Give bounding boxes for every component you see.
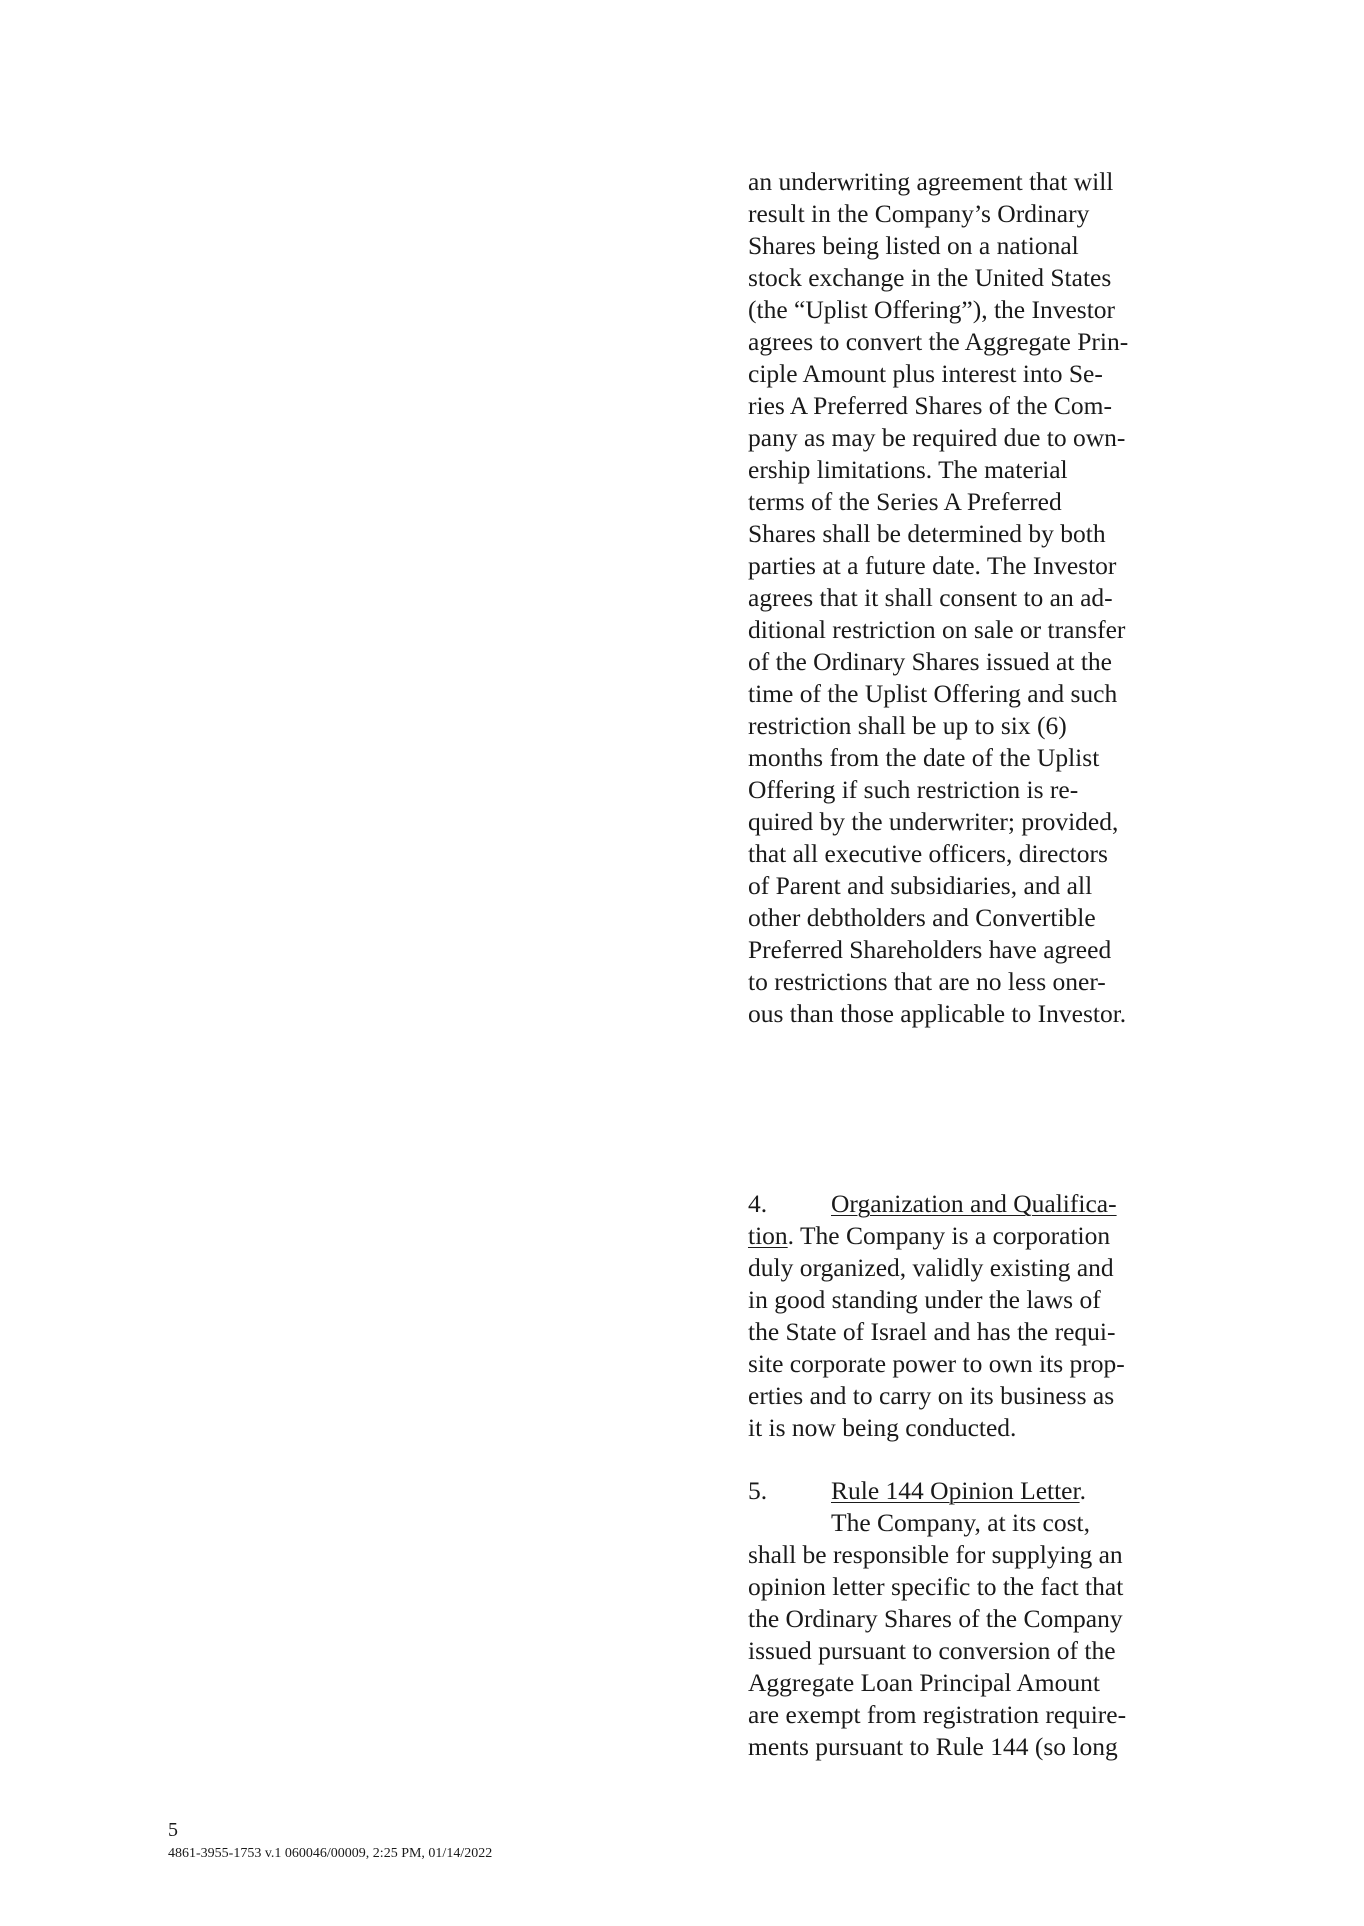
text-line: opinion letter specific to the fact that — [748, 1572, 1124, 1601]
text-line: in good standing under the laws of — [748, 1285, 1101, 1314]
text-line: agrees that it shall consent to an ad- — [748, 583, 1113, 612]
section-heading: Rule 144 Opinion Letter — [831, 1476, 1080, 1505]
text-line: duly organized, validly existing and — [748, 1253, 1114, 1282]
text-line: ditional restriction on sale or transfer — [748, 615, 1126, 644]
section-body-start: The Company, at its cost, — [831, 1508, 1090, 1537]
continued-paragraph — [748, 166, 1188, 1030]
document-id-footer: 4861-3955-1753 v.1 060046/00009, 2:25 PM, 01/14/2022 — [168, 1846, 493, 1861]
text-line: issued pursuant to conversion of the — [748, 1636, 1116, 1665]
text-line: time of the Uplist Offering and such — [748, 679, 1118, 708]
text-line: ership limitations. The material — [748, 455, 1068, 484]
text-line: pany as may be required due to own- — [748, 423, 1126, 452]
text-line: erties and to carry on its business as — [748, 1381, 1115, 1410]
section-5-rule-144-opinion-letter — [748, 1475, 1188, 1763]
text-line: Offering if such restriction is re- — [748, 775, 1079, 804]
text-line — [748, 1220, 1188, 1252]
section-heading-line — [748, 1475, 1188, 1507]
text-line: site corporate power to own its prop- — [748, 1349, 1125, 1378]
text-line: it is now being conducted. — [748, 1413, 1017, 1442]
text-line: are exempt from registration require- — [748, 1700, 1127, 1729]
text-line: shall be responsible for supplying an — [748, 1540, 1123, 1569]
section-heading-continued: tion — [748, 1221, 788, 1250]
section-number: 5. — [748, 1476, 768, 1505]
text-line: ous than those applicable to Investor. — [748, 999, 1127, 1028]
text-line: restriction shall be up to six (6) — [748, 711, 1067, 740]
text-line: other debtholders and Convertible — [748, 903, 1096, 932]
text-line — [748, 1507, 1188, 1539]
page-number: 5 — [168, 1819, 178, 1841]
text-line: of the Ordinary Shares issued at the — [748, 647, 1112, 676]
text-line: stock exchange in the United States — [748, 263, 1112, 292]
heading-period: . — [1079, 1476, 1086, 1505]
text-line: (the “Uplist Offering”), the Investor — [748, 295, 1116, 324]
text-line: Shares being listed on a national — [748, 231, 1079, 260]
text-line: an underwriting agreement that will — [748, 167, 1114, 196]
text-line: months from the date of the Uplist — [748, 743, 1100, 772]
section-body-start: . The Company is a corporation — [787, 1221, 1111, 1250]
text-line: ments pursuant to Rule 144 (so long — [748, 1732, 1118, 1761]
text-line: parties at a future date. The Investor — [748, 551, 1117, 580]
text-line: ries A Preferred Shares of the Com- — [748, 391, 1112, 420]
text-line: terms of the Series A Preferred — [748, 487, 1062, 516]
section-4-organization-and-qualification — [748, 1188, 1188, 1444]
text-line: quired by the underwriter; provided, — [748, 807, 1119, 836]
text-line: the Ordinary Shares of the Company — [748, 1604, 1123, 1633]
text-line: agrees to convert the Aggregate Prin- — [748, 327, 1129, 356]
text-line: of Parent and subsidiaries, and all — [748, 871, 1093, 900]
text-line: Preferred Shareholders have agreed — [748, 935, 1112, 964]
text-line: to restrictions that are no less oner- — [748, 967, 1106, 996]
text-line: Aggregate Loan Principal Amount — [748, 1668, 1100, 1697]
text-line: the State of Israel and has the requi- — [748, 1317, 1116, 1346]
text-line: result in the Company’s Ordinary — [748, 199, 1090, 228]
text-line: that all executive officers, directors — [748, 839, 1108, 868]
section-heading: Organization and Qualifica- — [831, 1189, 1117, 1218]
text-line: Shares shall be determined by both — [748, 519, 1106, 548]
text-line: ciple Amount plus interest into Se- — [748, 359, 1103, 388]
section-heading-line — [748, 1188, 1188, 1220]
section-number: 4. — [748, 1189, 768, 1218]
